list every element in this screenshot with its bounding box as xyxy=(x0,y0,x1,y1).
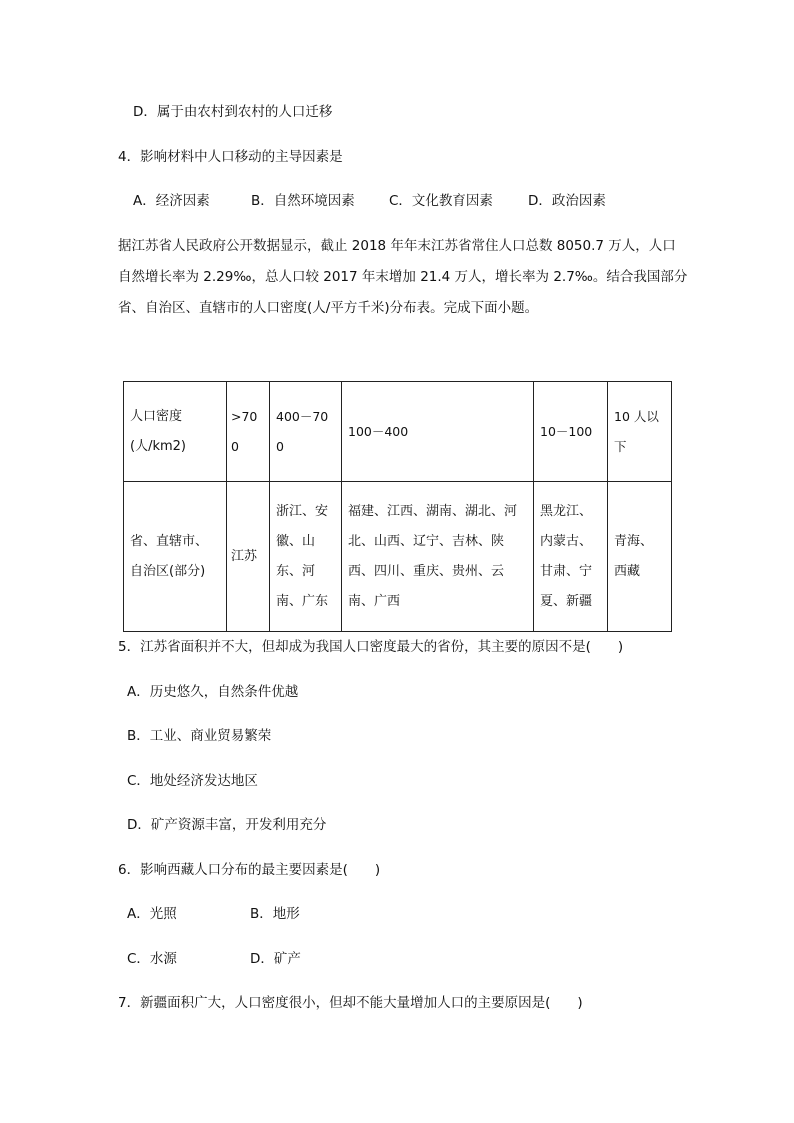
table-header-cell: 10－100 xyxy=(534,382,608,482)
q4-option-b: B．自然环境因素 xyxy=(251,193,355,209)
q4-stem: 4．影响材料中人口移动的主导因素是 xyxy=(118,149,343,165)
material-line: 省、自治区、直辖市的人口密度(人/平方千米)分布表。完成下面小题。 xyxy=(118,300,539,316)
density-unit: (人/km2) xyxy=(130,438,186,454)
table-cell: 黑龙江、内蒙古、甘肃、宁夏、新疆 xyxy=(534,482,608,632)
table-cell: 江苏 xyxy=(227,482,270,632)
q4-option-d: D．政治因素 xyxy=(528,193,606,209)
table-row xyxy=(124,482,672,632)
table-header-cell: 100－400 xyxy=(342,382,534,482)
material-line: 自然增长率为 2.29‰，总人口较 2017 年末增加 21.4 万人，增长率为 2.7‰。结合我国部分 xyxy=(118,269,688,285)
q7-stem: 7．新疆面积广大，人口密度很小，但却不能大量增加人口的主要原因是( ) xyxy=(118,995,583,1011)
q4-option-a: A．经济因素 xyxy=(133,193,210,209)
q3-option-d: D．属于由农村到农村的人口迁移 xyxy=(133,104,333,120)
q5-stem: 5．江苏省面积并不大，但却成为我国人口密度最大的省份，其主要的原因不是( ) xyxy=(118,639,624,655)
q5-option-d: D．矿产资源丰富，开发利用充分 xyxy=(127,817,327,833)
table-cell: 浙江、安徽、山东、河南、广东 xyxy=(270,482,342,632)
q5-option-a: A．历史悠久，自然条件优越 xyxy=(127,684,299,700)
population-density-table xyxy=(123,381,672,632)
q4-option-c: C．文化教育因素 xyxy=(389,193,493,209)
material-line: 据江苏省人民政府公开数据显示，截止 2018 年年末江苏省常住人口总数 8050.7 万人，人口 xyxy=(118,238,676,254)
table-cell: 青海、西藏 xyxy=(608,482,672,632)
q5-option-c: C．地处经济发达地区 xyxy=(127,773,258,789)
q6-stem: 6．影响西藏人口分布的最主要因素是( ) xyxy=(118,862,381,878)
table-header-cell: 400－700 xyxy=(270,382,342,482)
q6-option-a: A．光照 xyxy=(127,906,177,922)
table-header-cell: 10 人以下 xyxy=(608,382,672,482)
q5-option-b: B．工业、商业贸易繁荣 xyxy=(127,728,272,744)
table-header-cell: >700 xyxy=(227,382,270,482)
density-label: 人口密度 xyxy=(130,408,183,424)
table-cell: 福建、江西、湖南、湖北、河北、山西、辽宁、吉林、陕西、四川、重庆、贵州、云南、广西 xyxy=(342,482,534,632)
table-header-label xyxy=(124,382,227,482)
q6-option-c: C．水源 xyxy=(127,951,177,967)
table-row-label: 省、直辖市、自治区(部分) xyxy=(124,482,227,632)
table-header-row xyxy=(124,382,672,482)
q6-option-d: D．矿产 xyxy=(250,951,301,967)
q6-option-b: B．地形 xyxy=(250,906,300,922)
